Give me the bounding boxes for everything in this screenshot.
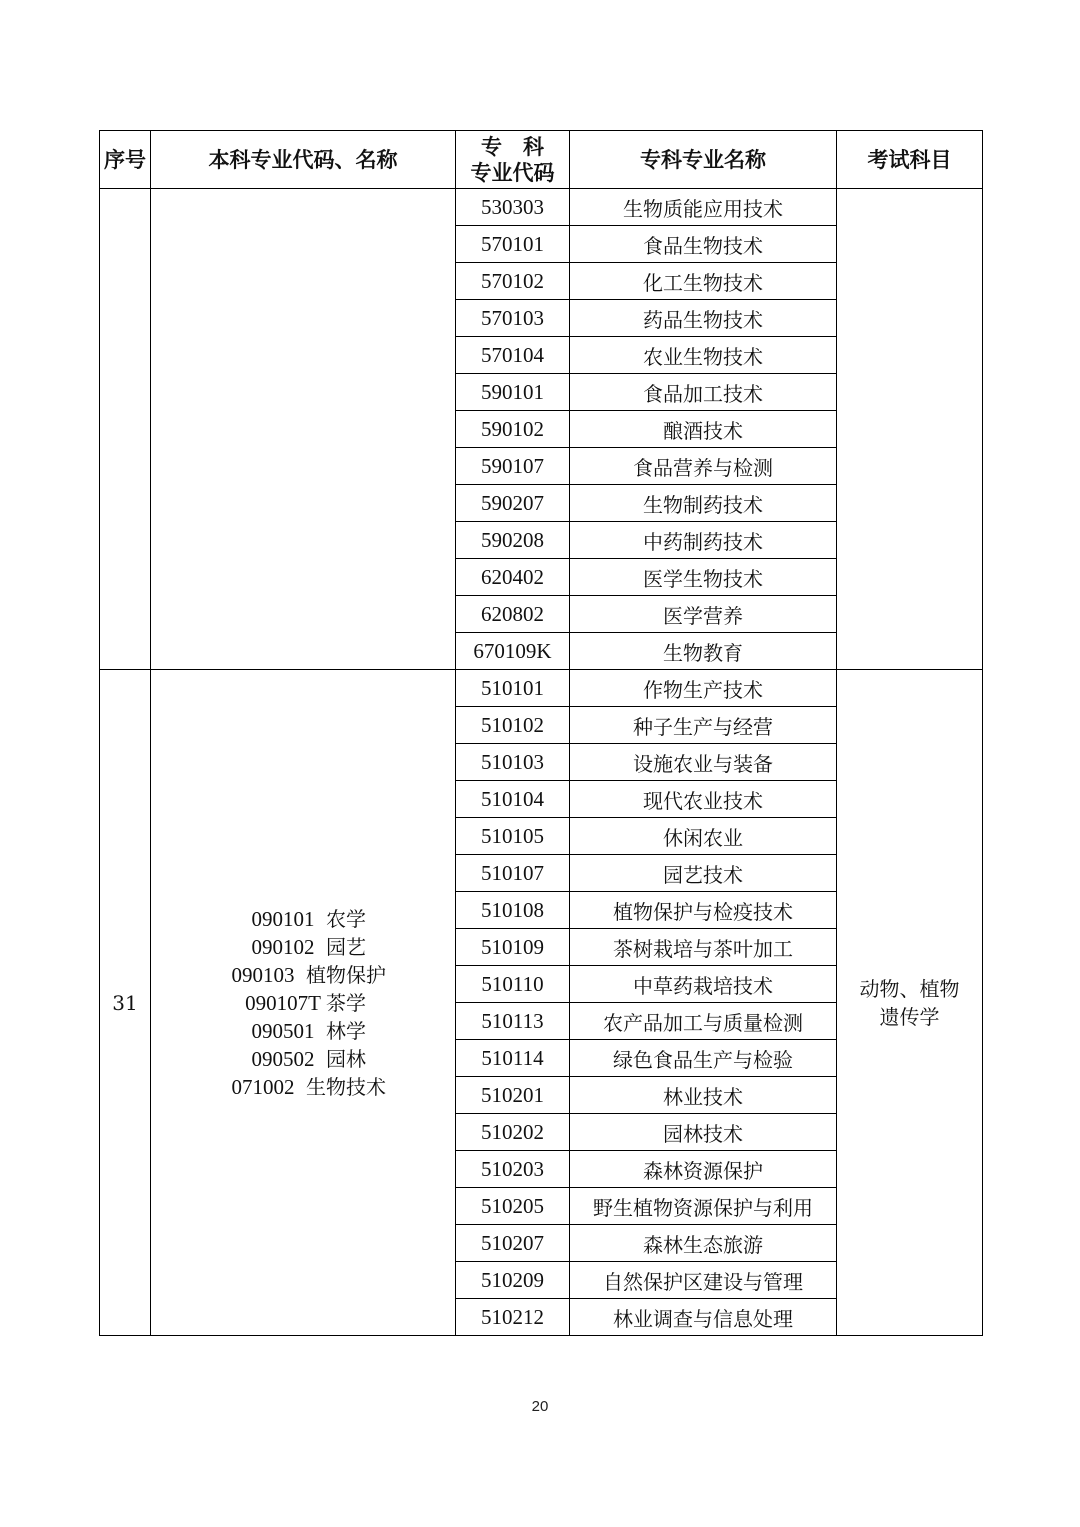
zk-name-cell: 食品生物技术: [570, 226, 837, 263]
zk-code-cell: 510202: [456, 1114, 570, 1151]
header-zk-code-line2: 专业代码: [470, 160, 555, 185]
seq-cell-empty: [100, 189, 151, 670]
zk-code-cell: 510110: [456, 966, 570, 1003]
zk-code-cell: 510104: [456, 781, 570, 818]
zk-code-cell: 530303: [456, 189, 570, 226]
zk-code-cell: 590208: [456, 522, 570, 559]
zk-code-cell: 570103: [456, 300, 570, 337]
zk-code-cell: 510207: [456, 1225, 570, 1262]
zk-name-cell: 休闲农业: [570, 818, 837, 855]
zk-name-cell: 森林生态旅游: [570, 1225, 837, 1262]
zk-code-cell: 510102: [456, 707, 570, 744]
header-bk-major: 本科专业代码、名称: [151, 131, 456, 189]
zk-code-cell: 510203: [456, 1151, 570, 1188]
zk-code-cell: 570104: [456, 337, 570, 374]
bk-major-cell: [151, 670, 456, 1336]
table-row: [100, 189, 983, 226]
zk-name-cell: 中草药栽培技术: [570, 966, 837, 1003]
zk-name-cell: 食品营养与检测: [570, 448, 837, 485]
header-seq: 序号: [100, 131, 151, 189]
bk-major-item: [151, 989, 455, 1017]
bk-major-code: 090101: [251, 906, 315, 931]
page-number: 20: [531, 1398, 549, 1415]
bk-major-cell-empty: [151, 189, 456, 670]
bk-major-code: 090502: [251, 1046, 315, 1071]
zk-code-cell: 510201: [456, 1077, 570, 1114]
zk-name-cell: 农产品加工与质量检测: [570, 1003, 837, 1040]
exam-cell: [837, 670, 983, 1336]
bk-major-item: [151, 933, 455, 961]
zk-name-cell: 现代农业技术: [570, 781, 837, 818]
zk-code-cell: 570102: [456, 263, 570, 300]
zk-name-cell: 生物质能应用技术: [570, 189, 837, 226]
bk-major-code: 071002: [231, 1074, 295, 1099]
zk-name-cell: 自然保护区建设与管理: [570, 1262, 837, 1299]
zk-code-cell: 510114: [456, 1040, 570, 1077]
zk-name-cell: 设施农业与装备: [570, 744, 837, 781]
zk-code-cell: 510108: [456, 892, 570, 929]
exam-line-2: 遗传学: [879, 1004, 940, 1029]
bk-major-name: 植物保护: [306, 962, 386, 987]
header-zk-code: [456, 131, 570, 189]
zk-name-cell: 生物制药技术: [570, 485, 837, 522]
zk-code-cell: 510209: [456, 1262, 570, 1299]
zk-code-cell: 510212: [456, 1299, 570, 1336]
zk-name-cell: 种子生产与经营: [570, 707, 837, 744]
bk-major-code: 090102: [251, 934, 315, 959]
seq-cell: 31: [100, 670, 151, 1336]
zk-name-cell: 园艺技术: [570, 855, 837, 892]
bk-major-item: [151, 1017, 455, 1045]
zk-code-cell: 670109K: [456, 633, 570, 670]
zk-code-cell: 590107: [456, 448, 570, 485]
zk-name-cell: 茶树栽培与茶叶加工: [570, 929, 837, 966]
major-mapping-table: [99, 130, 983, 1336]
zk-name-cell: 植物保护与检疫技术: [570, 892, 837, 929]
bk-major-name: 林学: [326, 1018, 366, 1043]
bk-major-name: 园林: [326, 1046, 366, 1071]
exam-cell-empty: [837, 189, 983, 670]
bk-major-name: 农学: [326, 906, 366, 931]
bk-major-name: 生物技术: [306, 1074, 386, 1099]
zk-name-cell: 食品加工技术: [570, 374, 837, 411]
zk-name-cell: 作物生产技术: [570, 670, 837, 707]
zk-name-cell: 中药制药技术: [570, 522, 837, 559]
zk-name-cell: 野生植物资源保护与利用: [570, 1188, 837, 1225]
zk-name-cell: 医学生物技术: [570, 559, 837, 596]
zk-code-cell: 510103: [456, 744, 570, 781]
table-body: [100, 189, 983, 1336]
zk-code-cell: 510105: [456, 818, 570, 855]
header-exam: 考试科目: [837, 131, 983, 189]
exam-line-1: 动物、植物: [859, 976, 960, 1001]
table-row: [100, 670, 983, 707]
zk-code-cell: 510113: [456, 1003, 570, 1040]
zk-name-cell: 化工生物技术: [570, 263, 837, 300]
zk-name-cell: 生物教育: [570, 633, 837, 670]
bk-major-code: 090107T: [245, 990, 321, 1015]
zk-name-cell: 酿酒技术: [570, 411, 837, 448]
zk-name-cell: 药品生物技术: [570, 300, 837, 337]
bk-major-name: 茶学: [326, 990, 366, 1015]
bk-major-item: [151, 961, 455, 989]
zk-code-cell: 590207: [456, 485, 570, 522]
bk-major-code: 090103: [231, 962, 295, 987]
zk-code-cell: 510109: [456, 929, 570, 966]
bk-major-item: [151, 905, 455, 933]
zk-code-cell: 590101: [456, 374, 570, 411]
zk-code-cell: 620802: [456, 596, 570, 633]
zk-name-cell: 林业技术: [570, 1077, 837, 1114]
zk-code-cell: 570101: [456, 226, 570, 263]
zk-name-cell: 医学营养: [570, 596, 837, 633]
zk-name-cell: 森林资源保护: [570, 1151, 837, 1188]
zk-name-cell: 园林技术: [570, 1114, 837, 1151]
table-header-row: [100, 131, 983, 189]
bk-major-item: [151, 1045, 455, 1073]
zk-code-cell: 590102: [456, 411, 570, 448]
zk-code-cell: 510101: [456, 670, 570, 707]
bk-major-item: [151, 1073, 455, 1101]
header-zk-code-line1: 专 科: [481, 134, 544, 159]
header-zk-name: 专科专业名称: [570, 131, 837, 189]
zk-name-cell: 农业生物技术: [570, 337, 837, 374]
bk-major-code: 090501: [251, 1018, 315, 1043]
zk-code-cell: 620402: [456, 559, 570, 596]
bk-major-name: 园艺: [326, 934, 366, 959]
zk-name-cell: 绿色食品生产与检验: [570, 1040, 837, 1077]
zk-name-cell: 林业调查与信息处理: [570, 1299, 837, 1336]
zk-code-cell: 510107: [456, 855, 570, 892]
zk-code-cell: 510205: [456, 1188, 570, 1225]
